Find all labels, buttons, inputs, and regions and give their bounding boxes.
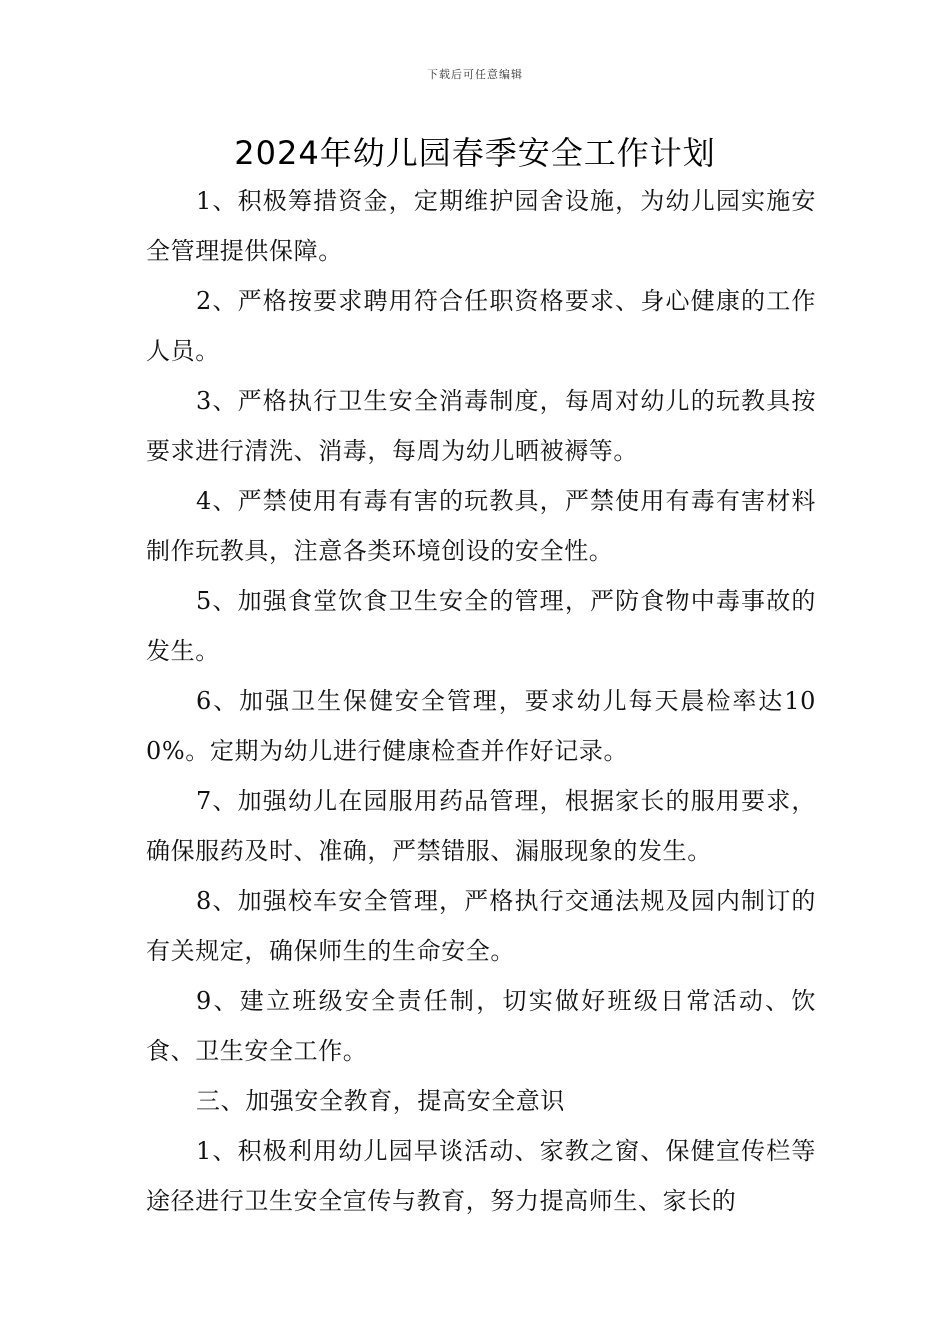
paragraph: 4、严禁使用有毒有害的玩教具，严禁使用有毒有害材料制作玩教具，注意各类环境创设的安全性。 (146, 487, 816, 565)
document-title: 2024年幼儿园春季安全工作计划 (234, 134, 716, 172)
document-body (146, 176, 816, 1226)
paragraph: 5、加强食堂饮食卫生安全的管理，严防食物中毒事故的发生。 (146, 587, 816, 665)
paragraph: 1、积极筹措资金，定期维护园舍设施，为幼儿园实施安全管理提供保障。 (146, 187, 816, 265)
header-note: 下载后可任意编辑 (427, 68, 523, 81)
paragraph: 3、严格执行卫生安全消毒制度，每周对幼儿的玩教具按要求进行清洗、消毒，每周为幼儿晒被褥等。 (146, 387, 816, 465)
paragraph: 7、加强幼儿在园服用药品管理，根据家长的服用要求，确保服药及时、准确，严禁错服、漏服现象的发生。 (146, 787, 816, 865)
paragraph: 2、严格按要求聘用符合任职资格要求、身心健康的工作人员。 (146, 287, 816, 365)
paragraph: 1、积极利用幼儿园早谈活动、家教之窗、保健宣传栏等途径进行卫生安全宣传与教育，努力提高师生、家长的 (146, 1137, 816, 1215)
paragraph: 8、加强校车安全管理，严格执行交通法规及园内制订的有关规定，确保师生的生命安全。 (146, 887, 816, 965)
section-heading: 三、加强安全教育，提高安全意识 (196, 1087, 565, 1115)
paragraph: 9、建立班级安全责任制，切实做好班级日常活动、饮食、卫生安全工作。 (146, 987, 816, 1065)
paragraph: 6、加强卫生保健安全管理，要求幼儿每天晨检率达100%。定期为幼儿进行健康检查并作好记录。 (146, 687, 816, 765)
